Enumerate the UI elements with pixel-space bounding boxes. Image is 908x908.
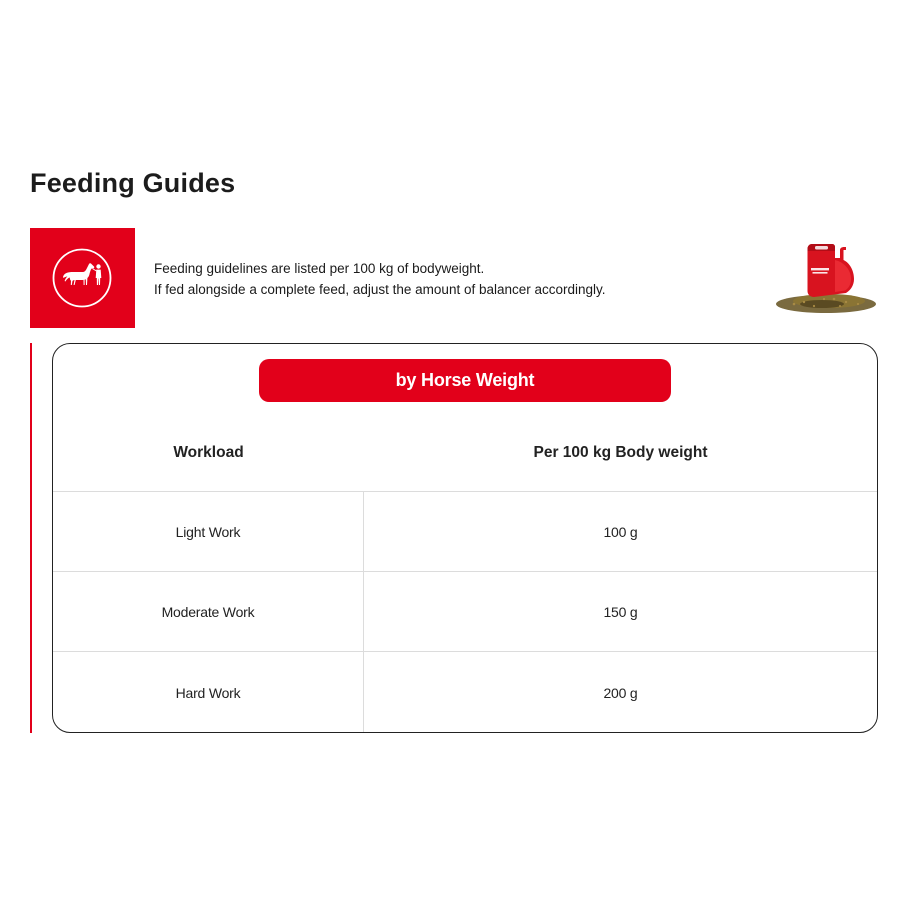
feeding-table-card: [52, 343, 878, 733]
feed-scoop-product-image: [774, 238, 878, 318]
intro-line-complete-feed: If fed alongside a complete feed, adjust the amount of balancer accordingly.: [154, 282, 606, 297]
workload-cell: Light Work: [53, 492, 364, 572]
amount-cell: 150 g: [603, 604, 638, 620]
workload-cell: Moderate Work: [53, 572, 364, 652]
column-header-amount: Per 100 kg Body weight: [533, 444, 708, 461]
intro-line-bodyweight: Feeding guidelines are listed per 100 kg of bodyweight.: [154, 261, 485, 276]
table-heading: by Horse Weight: [259, 359, 671, 402]
workload-cell: Hard Work: [53, 652, 364, 733]
amount-cell: 100 g: [603, 524, 638, 540]
accent-line: [30, 343, 32, 733]
feeding-intro: [30, 228, 878, 328]
table-row: [53, 571, 877, 652]
horse-and-handler-icon: [51, 247, 113, 309]
intro-icon-box: [30, 228, 135, 328]
amount-cell: 200 g: [603, 684, 638, 701]
intro-text: [154, 258, 606, 300]
table-row: [53, 651, 877, 733]
table-row: [53, 491, 877, 572]
page-title: Feeding Guides: [30, 168, 236, 198]
column-header-workload: Workload: [173, 444, 244, 461]
